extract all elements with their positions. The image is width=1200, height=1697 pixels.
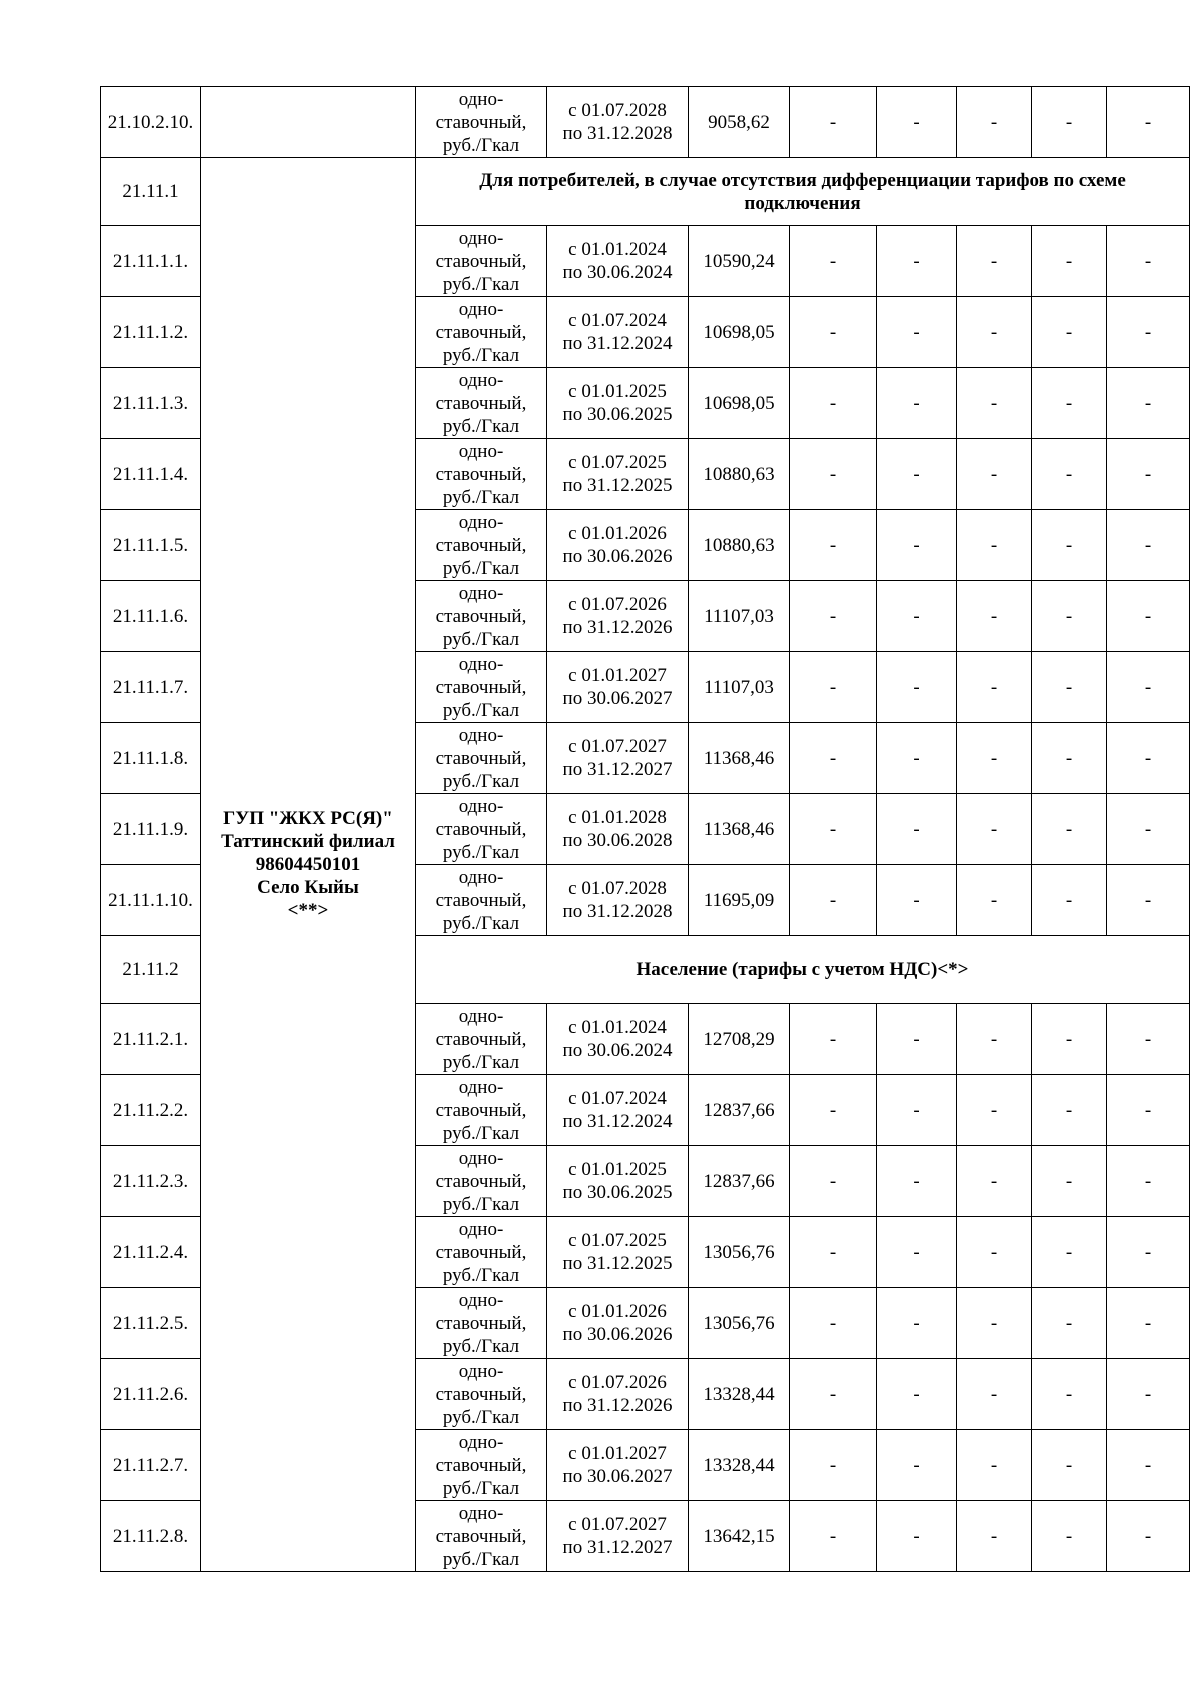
empty-dash-cell: - <box>1032 297 1107 368</box>
empty-dash-cell: - <box>957 510 1032 581</box>
tariff-table-body <box>101 87 1190 1572</box>
unit-line: руб./Гкал <box>442 415 520 437</box>
empty-dash-cell: - <box>957 87 1032 158</box>
period-from: с 01.07.2026 <box>568 1372 667 1393</box>
unit-line: ставочный, <box>435 605 527 627</box>
period-to: по 30.06.2028 <box>562 830 673 851</box>
period-to: по 31.12.2028 <box>562 901 673 922</box>
period-cell <box>547 87 689 158</box>
period-to: по 31.12.2025 <box>562 475 673 496</box>
unit-line: ставочный, <box>435 321 527 343</box>
empty-dash-cell: - <box>1032 87 1107 158</box>
section-heading: Население (тарифы с учетом НДС)<*> <box>416 936 1190 1004</box>
period-to: по 31.12.2027 <box>562 1537 673 1558</box>
period-cell <box>547 1288 689 1359</box>
tariff-value: 10880,63 <box>689 439 790 510</box>
period-from: с 01.01.2025 <box>568 1159 667 1180</box>
unit-line: руб./Гкал <box>442 344 520 366</box>
period-cell <box>547 723 689 794</box>
organization-line: 98604450101 <box>255 854 361 875</box>
empty-dash-cell: - <box>1032 226 1107 297</box>
tariff-value: 10698,05 <box>689 368 790 439</box>
period-to: по 31.12.2028 <box>562 123 673 144</box>
empty-dash-cell: - <box>1032 510 1107 581</box>
row-number: 21.11.2.4. <box>101 1217 201 1288</box>
period-from: с 01.01.2026 <box>568 1301 667 1322</box>
unit-cell <box>416 1004 547 1075</box>
period-from: с 01.07.2027 <box>568 736 667 757</box>
tariff-value: 11368,46 <box>689 723 790 794</box>
row-number: 21.11.2.5. <box>101 1288 201 1359</box>
empty-dash-cell: - <box>790 1146 877 1217</box>
period-cell <box>547 1075 689 1146</box>
unit-line: одно- <box>458 1076 504 1098</box>
empty-dash-cell: - <box>1107 865 1190 936</box>
unit-cell <box>416 368 547 439</box>
empty-dash-cell: - <box>1107 1501 1190 1572</box>
organization-line: <**> <box>287 900 329 921</box>
row-number: 21.11.1.9. <box>101 794 201 865</box>
empty-dash-cell: - <box>790 226 877 297</box>
tariff-value: 12837,66 <box>689 1146 790 1217</box>
period-from: с 01.07.2027 <box>568 1514 667 1535</box>
empty-dash-cell: - <box>877 87 957 158</box>
row-number: 21.11.1.7. <box>101 652 201 723</box>
period-cell <box>547 794 689 865</box>
empty-dash-cell: - <box>877 652 957 723</box>
unit-line: одно- <box>458 582 504 604</box>
empty-dash-cell: - <box>1032 1288 1107 1359</box>
unit-line: руб./Гкал <box>442 486 520 508</box>
empty-dash-cell: - <box>877 510 957 581</box>
period-from: с 01.07.2026 <box>568 594 667 615</box>
unit-line: руб./Гкал <box>442 557 520 579</box>
empty-dash-cell: - <box>1107 1146 1190 1217</box>
unit-line: ставочный, <box>435 889 527 911</box>
period-from: с 01.01.2028 <box>568 807 667 828</box>
unit-line: руб./Гкал <box>442 1406 520 1428</box>
empty-dash-cell: - <box>877 1359 957 1430</box>
period-to: по 31.12.2024 <box>562 1111 673 1132</box>
unit-cell <box>416 439 547 510</box>
period-cell <box>547 297 689 368</box>
empty-dash-cell: - <box>1107 581 1190 652</box>
row-number: 21.11.1.10. <box>101 865 201 936</box>
period-to: по 31.12.2026 <box>562 617 673 638</box>
unit-line: одно- <box>458 1502 504 1524</box>
empty-dash-cell: - <box>957 368 1032 439</box>
unit-line: руб./Гкал <box>442 1122 520 1144</box>
empty-dash-cell: - <box>1032 794 1107 865</box>
unit-line: одно- <box>458 1431 504 1453</box>
empty-dash-cell: - <box>1107 723 1190 794</box>
unit-cell <box>416 652 547 723</box>
unit-line: руб./Гкал <box>442 1548 520 1570</box>
tariff-value: 11368,46 <box>689 794 790 865</box>
empty-dash-cell: - <box>877 1217 957 1288</box>
unit-line: ставочный, <box>435 818 527 840</box>
unit-line: ставочный, <box>435 1241 527 1263</box>
empty-dash-cell: - <box>790 1217 877 1288</box>
empty-dash-cell: - <box>877 368 957 439</box>
section-number: 21.11.1 <box>101 158 201 226</box>
empty-dash-cell: - <box>1107 1430 1190 1501</box>
period-cell <box>547 1217 689 1288</box>
tariff-value: 13056,76 <box>689 1288 790 1359</box>
table-row <box>101 87 1190 158</box>
unit-line: ставочный, <box>435 392 527 414</box>
empty-dash-cell: - <box>877 1146 957 1217</box>
period-from: с 01.01.2027 <box>568 665 667 686</box>
empty-dash-cell: - <box>957 1288 1032 1359</box>
unit-line: одно- <box>458 1289 504 1311</box>
unit-line: ставочный, <box>435 1028 527 1050</box>
unit-line: одно- <box>458 1005 504 1027</box>
tariff-table <box>100 86 1190 1572</box>
unit-line: ставочный, <box>435 1525 527 1547</box>
unit-line: одно- <box>458 1218 504 1240</box>
period-cell <box>547 510 689 581</box>
unit-line: руб./Гкал <box>442 628 520 650</box>
unit-line: руб./Гкал <box>442 1477 520 1499</box>
tariff-value: 12708,29 <box>689 1004 790 1075</box>
unit-cell <box>416 1430 547 1501</box>
empty-dash-cell: - <box>877 1501 957 1572</box>
unit-cell <box>416 581 547 652</box>
row-number: 21.11.2.3. <box>101 1146 201 1217</box>
tariff-value: 11107,03 <box>689 652 790 723</box>
unit-line: руб./Гкал <box>442 841 520 863</box>
period-to: по 31.12.2027 <box>562 759 673 780</box>
section-number: 21.11.2 <box>101 936 201 1004</box>
unit-line: ставочный, <box>435 1170 527 1192</box>
empty-dash-cell: - <box>957 297 1032 368</box>
empty-dash-cell: - <box>877 794 957 865</box>
empty-dash-cell: - <box>1107 1217 1190 1288</box>
empty-dash-cell: - <box>957 226 1032 297</box>
period-to: по 31.12.2025 <box>562 1253 673 1274</box>
empty-dash-cell: - <box>790 1501 877 1572</box>
empty-dash-cell: - <box>790 581 877 652</box>
period-to: по 30.06.2027 <box>562 688 673 709</box>
period-cell <box>547 1146 689 1217</box>
empty-dash-cell: - <box>957 439 1032 510</box>
unit-line: ставочный, <box>435 463 527 485</box>
empty-dash-cell: - <box>1107 510 1190 581</box>
unit-cell <box>416 1075 547 1146</box>
unit-line: руб./Гкал <box>442 770 520 792</box>
empty-dash-cell: - <box>1032 865 1107 936</box>
empty-dash-cell: - <box>790 1288 877 1359</box>
empty-dash-cell: - <box>877 723 957 794</box>
section-row <box>101 158 1190 226</box>
unit-line: ставочный, <box>435 1099 527 1121</box>
tariff-value: 11695,09 <box>689 865 790 936</box>
period-from: с 01.01.2024 <box>568 1017 667 1038</box>
empty-dash-cell: - <box>1107 794 1190 865</box>
empty-dash-cell: - <box>1032 439 1107 510</box>
empty-dash-cell: - <box>1032 581 1107 652</box>
period-to: по 30.06.2026 <box>562 546 673 567</box>
unit-line: одно- <box>458 511 504 533</box>
period-cell <box>547 226 689 297</box>
unit-line: одно- <box>458 88 504 110</box>
tariff-value: 13056,76 <box>689 1217 790 1288</box>
empty-dash-cell: - <box>877 439 957 510</box>
unit-line: одно- <box>458 653 504 675</box>
period-to: по 30.06.2026 <box>562 1324 673 1345</box>
empty-dash-cell: - <box>790 1430 877 1501</box>
empty-dash-cell: - <box>1107 1075 1190 1146</box>
unit-line: ставочный, <box>435 1383 527 1405</box>
tariff-value: 13642,15 <box>689 1501 790 1572</box>
row-number: 21.11.1.6. <box>101 581 201 652</box>
empty-dash-cell: - <box>790 87 877 158</box>
unit-cell <box>416 723 547 794</box>
tariff-value: 13328,44 <box>689 1359 790 1430</box>
unit-line: одно- <box>458 227 504 249</box>
row-number: 21.10.2.10. <box>101 87 201 158</box>
row-number: 21.11.2.2. <box>101 1075 201 1146</box>
period-from: с 01.07.2025 <box>568 452 667 473</box>
unit-line: ставочный, <box>435 1454 527 1476</box>
empty-dash-cell: - <box>1107 1004 1190 1075</box>
empty-dash-cell: - <box>877 1075 957 1146</box>
period-from: с 01.01.2026 <box>568 523 667 544</box>
row-number: 21.11.1.1. <box>101 226 201 297</box>
row-number: 21.11.1.3. <box>101 368 201 439</box>
unit-line: руб./Гкал <box>442 1335 520 1357</box>
period-to: по 30.06.2024 <box>562 262 673 283</box>
period-from: с 01.07.2024 <box>568 310 667 331</box>
row-number: 21.11.2.6. <box>101 1359 201 1430</box>
empty-dash-cell: - <box>957 1217 1032 1288</box>
period-to: по 30.06.2025 <box>562 404 673 425</box>
tariff-value: 10880,63 <box>689 510 790 581</box>
row-number: 21.11.1.4. <box>101 439 201 510</box>
unit-line: ставочный, <box>435 111 527 133</box>
unit-cell <box>416 1288 547 1359</box>
period-cell <box>547 865 689 936</box>
row-number: 21.11.1.2. <box>101 297 201 368</box>
empty-dash-cell: - <box>1032 1359 1107 1430</box>
section-heading: Для потребителей, в случае отсутствия дифференциации тарифов по схеме подключения <box>416 158 1190 226</box>
empty-dash-cell: - <box>790 368 877 439</box>
unit-line: руб./Гкал <box>442 1051 520 1073</box>
empty-dash-cell: - <box>1107 1288 1190 1359</box>
unit-line: ставочный, <box>435 747 527 769</box>
tariff-value: 10590,24 <box>689 226 790 297</box>
empty-dash-cell: - <box>790 794 877 865</box>
empty-dash-cell: - <box>957 581 1032 652</box>
period-from: с 01.07.2025 <box>568 1230 667 1251</box>
empty-dash-cell: - <box>790 652 877 723</box>
unit-line: руб./Гкал <box>442 1264 520 1286</box>
empty-dash-cell: - <box>877 865 957 936</box>
row-number: 21.11.1.8. <box>101 723 201 794</box>
tariff-value: 9058,62 <box>689 87 790 158</box>
empty-dash-cell: - <box>877 1288 957 1359</box>
empty-dash-cell: - <box>1107 1359 1190 1430</box>
unit-cell <box>416 1217 547 1288</box>
unit-line: руб./Гкал <box>442 273 520 295</box>
empty-dash-cell: - <box>1107 439 1190 510</box>
empty-dash-cell: - <box>877 1430 957 1501</box>
unit-line: руб./Гкал <box>442 699 520 721</box>
empty-dash-cell: - <box>957 723 1032 794</box>
empty-dash-cell: - <box>790 865 877 936</box>
organization-line: ГУП "ЖКХ РС(Я)" <box>223 808 393 829</box>
unit-cell <box>416 865 547 936</box>
unit-cell <box>416 297 547 368</box>
unit-line: одно- <box>458 866 504 888</box>
period-from: с 01.01.2027 <box>568 1443 667 1464</box>
organization-line: Село Кыйы <box>257 877 359 898</box>
unit-line: руб./Гкал <box>442 1193 520 1215</box>
period-to: по 30.06.2024 <box>562 1040 673 1061</box>
unit-line: одно- <box>458 440 504 462</box>
tariff-value: 12837,66 <box>689 1075 790 1146</box>
period-to: по 31.12.2024 <box>562 333 673 354</box>
empty-dash-cell: - <box>1032 1075 1107 1146</box>
empty-dash-cell: - <box>1107 297 1190 368</box>
empty-dash-cell: - <box>877 297 957 368</box>
unit-line: ставочный, <box>435 534 527 556</box>
unit-line: руб./Гкал <box>442 134 520 156</box>
empty-dash-cell: - <box>790 1359 877 1430</box>
unit-line: руб./Гкал <box>442 912 520 934</box>
empty-dash-cell: - <box>790 297 877 368</box>
period-from: с 01.07.2028 <box>568 100 667 121</box>
empty-dash-cell: - <box>957 1004 1032 1075</box>
empty-dash-cell: - <box>1032 1146 1107 1217</box>
empty-dash-cell: - <box>957 865 1032 936</box>
empty-dash-cell: - <box>790 510 877 581</box>
period-cell <box>547 1359 689 1430</box>
empty-dash-cell: - <box>957 1430 1032 1501</box>
period-cell <box>547 652 689 723</box>
period-from: с 01.07.2024 <box>568 1088 667 1109</box>
unit-line: ставочный, <box>435 250 527 272</box>
unit-line: ставочный, <box>435 1312 527 1334</box>
empty-dash-cell: - <box>1107 87 1190 158</box>
unit-line: одно- <box>458 1360 504 1382</box>
unit-cell <box>416 226 547 297</box>
unit-line: одно- <box>458 724 504 746</box>
unit-line: одно- <box>458 795 504 817</box>
unit-line: ставочный, <box>435 676 527 698</box>
empty-dash-cell: - <box>790 723 877 794</box>
unit-line: одно- <box>458 369 504 391</box>
empty-dash-cell: - <box>1032 1004 1107 1075</box>
period-cell <box>547 581 689 652</box>
unit-line: одно- <box>458 1147 504 1169</box>
unit-cell <box>416 794 547 865</box>
period-cell <box>547 1501 689 1572</box>
period-from: с 01.01.2024 <box>568 239 667 260</box>
tariff-value: 10698,05 <box>689 297 790 368</box>
row-number: 21.11.2.1. <box>101 1004 201 1075</box>
period-to: по 30.06.2025 <box>562 1182 673 1203</box>
empty-dash-cell: - <box>957 794 1032 865</box>
unit-cell <box>416 1359 547 1430</box>
organization-cell <box>201 158 416 1572</box>
empty-dash-cell: - <box>1107 368 1190 439</box>
unit-cell <box>416 87 547 158</box>
organization-line: Таттинский филиал <box>221 831 395 852</box>
empty-dash-cell: - <box>1032 1217 1107 1288</box>
empty-dash-cell: - <box>1032 368 1107 439</box>
period-cell <box>547 439 689 510</box>
empty-dash-cell: - <box>1107 652 1190 723</box>
tariff-value: 13328,44 <box>689 1430 790 1501</box>
empty-dash-cell: - <box>790 1004 877 1075</box>
empty-dash-cell: - <box>877 1004 957 1075</box>
empty-dash-cell: - <box>790 439 877 510</box>
period-from: с 01.07.2028 <box>568 878 667 899</box>
empty-dash-cell: - <box>1032 723 1107 794</box>
period-cell <box>547 368 689 439</box>
period-to: по 31.12.2026 <box>562 1395 673 1416</box>
organization-cell-empty <box>201 87 416 158</box>
empty-dash-cell: - <box>957 1146 1032 1217</box>
empty-dash-cell: - <box>1032 1430 1107 1501</box>
period-cell <box>547 1430 689 1501</box>
row-number: 21.11.1.5. <box>101 510 201 581</box>
unit-cell <box>416 1501 547 1572</box>
unit-cell <box>416 1146 547 1217</box>
period-from: с 01.01.2025 <box>568 381 667 402</box>
empty-dash-cell: - <box>1107 226 1190 297</box>
period-to: по 30.06.2027 <box>562 1466 673 1487</box>
empty-dash-cell: - <box>790 1075 877 1146</box>
empty-dash-cell: - <box>957 652 1032 723</box>
period-cell <box>547 1004 689 1075</box>
tariff-value: 11107,03 <box>689 581 790 652</box>
unit-cell <box>416 510 547 581</box>
empty-dash-cell: - <box>877 226 957 297</box>
empty-dash-cell: - <box>1032 1501 1107 1572</box>
empty-dash-cell: - <box>957 1359 1032 1430</box>
empty-dash-cell: - <box>877 581 957 652</box>
empty-dash-cell: - <box>1032 652 1107 723</box>
empty-dash-cell: - <box>957 1501 1032 1572</box>
unit-line: одно- <box>458 298 504 320</box>
row-number: 21.11.2.7. <box>101 1430 201 1501</box>
row-number: 21.11.2.8. <box>101 1501 201 1572</box>
empty-dash-cell: - <box>957 1075 1032 1146</box>
